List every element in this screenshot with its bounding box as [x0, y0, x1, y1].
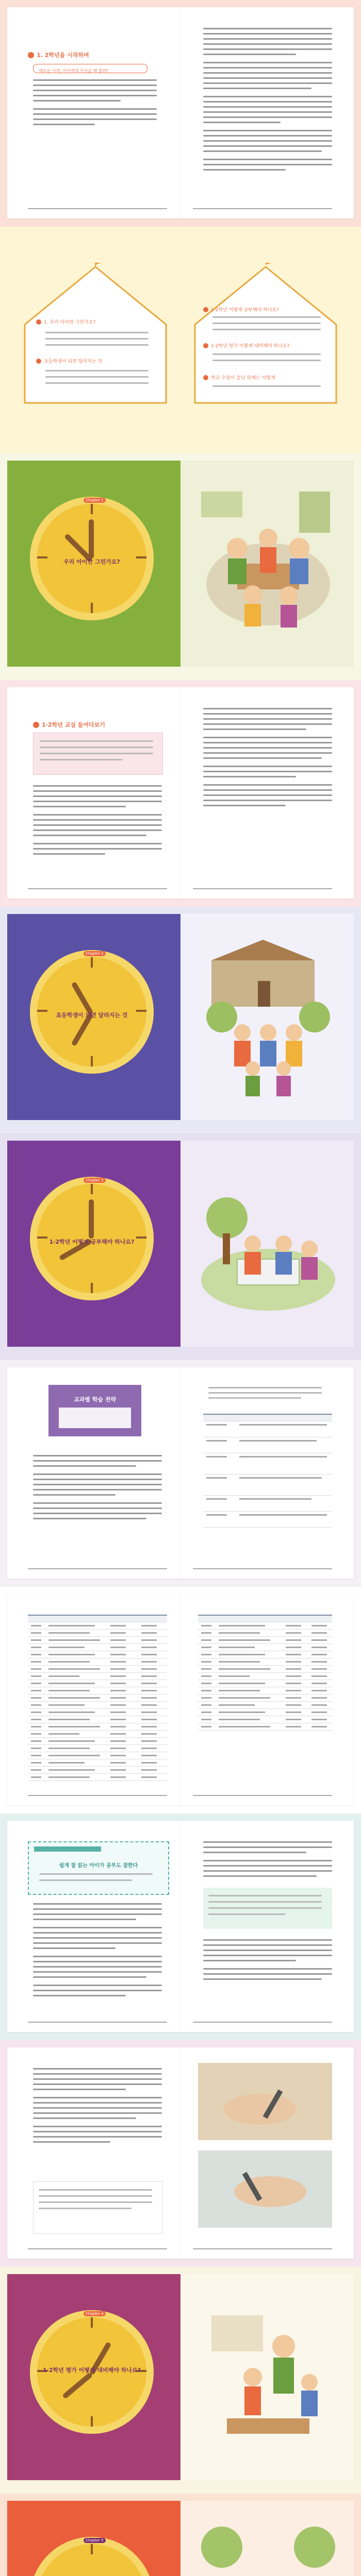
toc-entry[interactable]: 학교 수업이 끝난 뒤에는 어떻게	[203, 372, 332, 380]
house-shape-icon	[21, 263, 170, 407]
section-chapter-4	[0, 2267, 361, 2494]
classroom-illustration	[180, 461, 354, 667]
chapter-tag: Chapter 4	[84, 2311, 106, 2316]
study-illustration	[180, 2274, 354, 2480]
chapter-tag: Chapter 2	[84, 951, 106, 956]
chapter-left-panel	[7, 914, 180, 1120]
callout-box	[33, 733, 163, 775]
section-text-spread-2	[0, 680, 361, 907]
house-left	[21, 263, 170, 407]
school-illustration	[180, 914, 354, 1120]
toc-entry[interactable]: 1. 우리 아이만 그런가요?	[36, 316, 155, 325]
toc-entry[interactable]: 1·2학년 평가 어떻게 대비해야 하나요?	[203, 340, 332, 348]
data-table-left	[28, 1615, 167, 1781]
chapter-left-panel	[7, 2274, 180, 2480]
toc-entry[interactable]: 초등학생이 되면 달라지는 것	[36, 355, 155, 364]
green-callout	[203, 1888, 332, 1929]
subheading: 새로운 시작, 아이에게 무엇을 해 줄까?	[33, 64, 147, 73]
handwriting-photo	[198, 2063, 332, 2140]
section-table-spread-1	[0, 1360, 361, 1587]
heading-number-badge	[28, 52, 34, 58]
section-table-spread-2	[0, 1587, 361, 1814]
chapter-left-panel	[7, 1141, 180, 1347]
chapter-title: 초등학생이 되면 달라지는 것	[56, 1012, 128, 1019]
picnic-illustration	[180, 1141, 354, 1347]
chapter-tag: Chapter 3	[84, 1178, 106, 1183]
chapter-left-panel	[7, 461, 180, 667]
activities-illustration	[180, 2501, 354, 2576]
toc-entry[interactable]: 1·2학년 어떻게 공부해야 하나요?	[203, 304, 332, 312]
writing-photo	[198, 2150, 332, 2228]
dashed-box: 쉽게 잘 읽는 아이가 공부도 잘한다	[28, 1841, 169, 1895]
chapter-title: 1·2학년 어떻게 공부해야 하나요?	[49, 1239, 135, 1245]
section-chapter-1	[0, 453, 361, 680]
section-heading: 1·2학년 교실 들여다보기	[33, 719, 105, 728]
heading-text: 1. 2학년을 시작하며	[37, 52, 89, 59]
section-chapter-3	[0, 1133, 361, 1360]
tip-box	[33, 2181, 163, 2234]
purple-title-box: 교과별 학습 전략	[48, 1385, 141, 1436]
chapter-tag: Chapter 1	[84, 498, 106, 503]
house-right	[191, 263, 340, 407]
section-photo-spread	[0, 2040, 361, 2267]
data-table-right	[198, 1615, 332, 1731]
section-text-spread-1	[0, 0, 361, 227]
chapter-title: 우리 아이만 그런가요?	[63, 558, 120, 565]
chapter-title: 1·2학년 평가 어떻게 대비해야 하나요?	[43, 2367, 141, 2374]
section-chapter-2	[0, 907, 361, 1133]
curriculum-table	[203, 1414, 332, 1528]
section-heading	[28, 49, 95, 59]
section-contents	[0, 227, 361, 453]
chapter-tag: Chapter 5	[84, 2538, 106, 2543]
chapter-left-panel	[7, 2501, 180, 2576]
section-text-spread-3	[0, 1814, 361, 2040]
bullet-list	[203, 1385, 332, 1405]
section-chapter-5	[0, 2494, 361, 2576]
